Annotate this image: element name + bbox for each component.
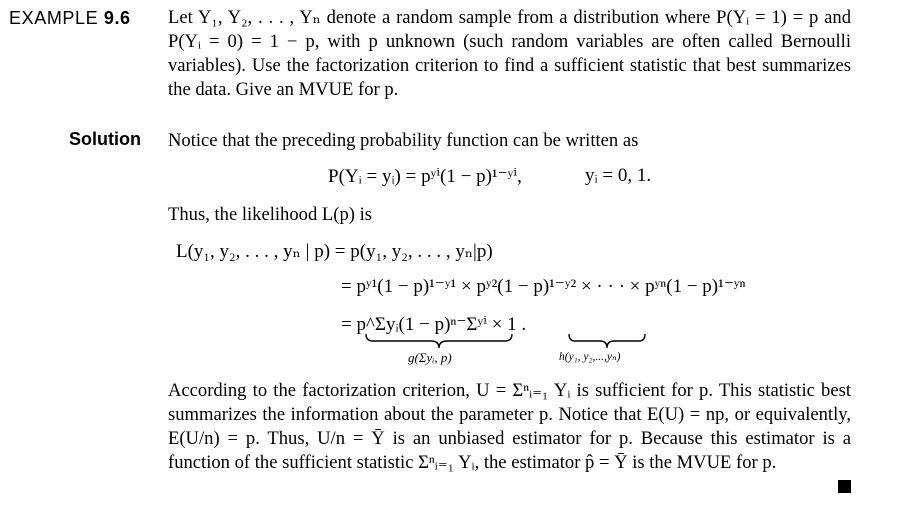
underbrace-h xyxy=(568,332,646,350)
solution-intro: Notice that the preceding probability function can be written as xyxy=(168,130,639,151)
example-label xyxy=(9,8,131,29)
solution-label: Solution xyxy=(69,129,141,149)
end-of-proof-square xyxy=(838,480,851,493)
example-word: EXAMPLE xyxy=(9,8,99,28)
underbrace-g xyxy=(365,332,513,350)
likelihood-line-1: L(y₁, y₂, . . . , yₙ | p) = p(y₁, y₂, . . . , yₙ|p) xyxy=(176,241,493,262)
likelihood-intro: Thus, the likelihood L(p) is xyxy=(168,204,372,225)
pmf-condition: yᵢ = 0, 1. xyxy=(585,165,652,186)
likelihood-line-3: = p^Σyᵢ(1 − p)ⁿ⁻Σʸⁱ × 1 . xyxy=(341,314,527,335)
problem-statement: Let Y₁, Y₂, . . . , Yₙ denote a random sample from a distribution where P(Yᵢ = 1) = p and P(Yᵢ = 0) = 1 − p, with p unknown (such random variables are often called Bernoulli variables). Use the factorization criterion to find a sufficient statistic that best summarizes the data. Give an MVUE for p. xyxy=(168,7,851,100)
g-function-label: g(Σyᵢ, p) xyxy=(408,350,452,365)
h-function-label: h(y₁, y₂,...,yₙ) xyxy=(559,351,621,363)
likelihood-line-2: = pʸ¹(1 − p)¹⁻ʸ¹ × pʸ²(1 − p)¹⁻ʸ² × · · · × pʸⁿ(1 − p)¹⁻ʸⁿ xyxy=(341,276,746,297)
example-number: 9.6 xyxy=(103,8,131,28)
conclusion-paragraph: According to the factorization criterion, U = Σⁿᵢ₌₁ Yᵢ is sufficient for p. This statistic best summarizes the information about the parameter p. Notice that E(U) = np, or equivalently, E(U/n) = p. Thus, U/n = Ȳ is an unbiased estimator for p. Because this estimator is a function of the sufficient statistic Σⁿᵢ₌₁ Yᵢ, the estimator p̂ = Ȳ is the MVUE for p. xyxy=(168,380,851,473)
pmf-equation: P(Yᵢ = yᵢ) = pʸⁱ(1 − p)¹⁻ʸⁱ, xyxy=(328,166,522,187)
